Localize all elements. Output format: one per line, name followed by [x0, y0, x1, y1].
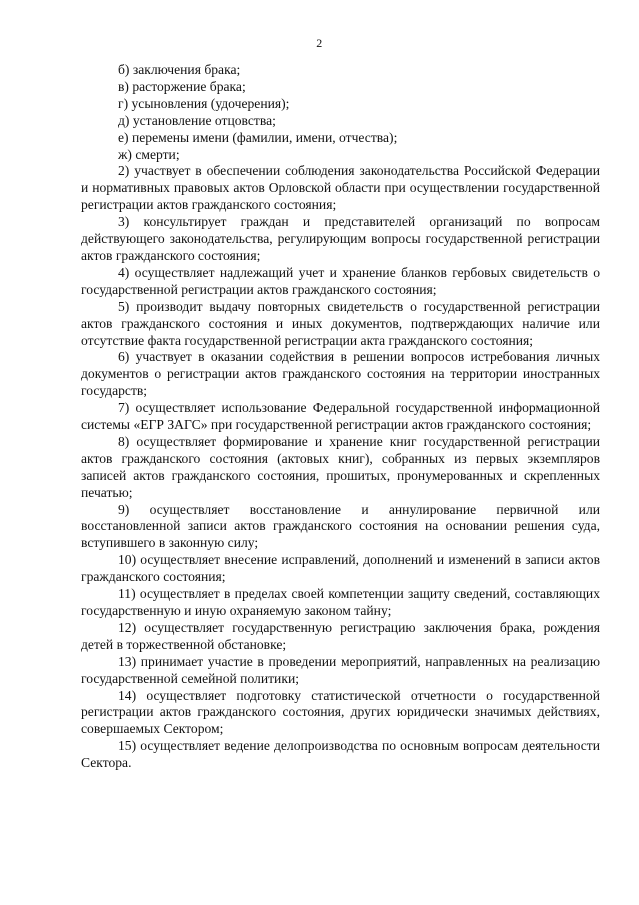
paragraph-14: 14) осуществляет подготовку статистической отчетности о государственной регистрации актов гражданского состояния, других юридически значимых действиях, совершаемых Сектором; [81, 687, 600, 737]
page-number: 2 [316, 36, 323, 50]
paragraph-11: 11) осуществляет в пределах своей компетенции защиту сведений, составляющих государственную и иную охраняемую законом тайну; [81, 586, 600, 618]
paragraph-6: 6) участвует в оказании содействия в решении вопросов истребования личных документов о регистрации актов гражданского состояния на территории иностранных государств; [81, 349, 600, 399]
paragraph-2: 2) участвует в обеспечении соблюдения законодательства Российской Федерации и нормативных правовых актов Орловской области при осуществлении государственной регистрации актов гражданского состояния; [81, 163, 600, 213]
paragraph-4: 4) осуществляет надлежащий учет и хранение бланков гербовых свидетельств о государственной регистрации актов гражданского состояния; [81, 264, 600, 297]
paragraph-8: 8) осуществляет формирование и хранение книг государственной регистрации актов гражданского состояния (актовых книг), собранных из первых экземпляров записей актов гражданского состояния, прошитых, пронумерованных и скрепленных печатью; [81, 433, 600, 500]
paragraph-15: 15) осуществляет ведение делопроизводства по основным вопросам деятельности Сектора. [81, 738, 600, 771]
paragraph-10: 10) осуществляет внесение исправлений, дополнений и изменений в записи актов гражданского состояния; [81, 552, 600, 585]
list-item: е) перемены имени (фамилии, имени, отчества); [118, 129, 398, 145]
paragraph-5: 5) производит выдачу повторных свидетельств о государственной регистрации актов гражданского состояния и иных документов, подтверждающих наличие или отсутствие факта государственной регистрации акта гражданского состояния; [81, 298, 600, 348]
list-item: ж) смерти; [118, 146, 180, 162]
list-item: в) расторжение брака; [118, 78, 246, 94]
paragraph-7: 7) осуществляет использование Федеральной государственной информационной системы «ЕГР ЗАГС» при государственной регистрации актов гражданского состояния; [81, 400, 600, 433]
paragraph-3: 3) консультирует граждан и представителей организаций по вопросам действующего законодательства, регулирующим вопросы государственной регистрации актов гражданского состояния; [81, 214, 600, 263]
paragraph-13: 13) принимает участие в проведении мероприятий, направленных на реализацию государственной семейной политики; [81, 653, 600, 686]
paragraph-9: 9) осуществляет восстановление и аннулирование первичной или восстановленной записи актов гражданского состояния на основании решения суда, вступившего в законную силу; [81, 501, 600, 551]
paragraph-12: 12) осуществляет государственную регистрацию заключения брака, рождения детей в торжественной обстановке; [81, 619, 600, 652]
list-item: д) установление отцовства; [118, 112, 276, 128]
document-body [81, 62, 600, 772]
list-item: г) усыновления (удочерения); [118, 95, 290, 111]
list-item: б) заключения брака; [118, 62, 241, 77]
